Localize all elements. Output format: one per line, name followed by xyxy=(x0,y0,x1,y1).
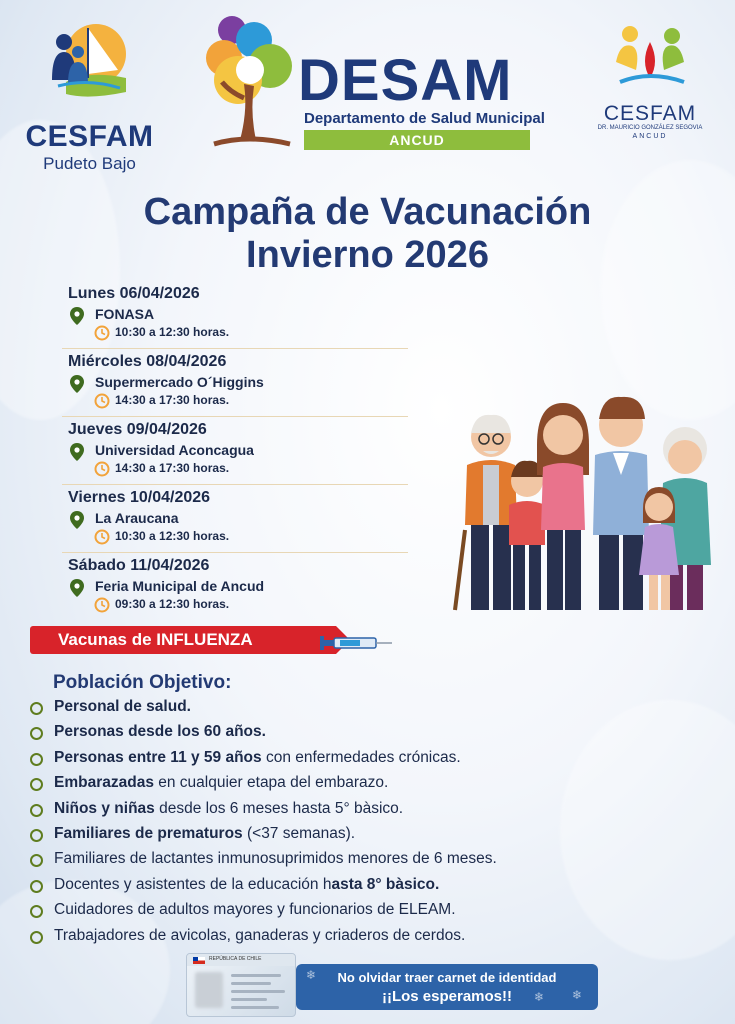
list-item: Personas desde los 60 años. xyxy=(30,723,590,748)
cesfam-ancud-logo xyxy=(596,22,704,142)
target-population-heading: Población Objetivo: xyxy=(53,672,232,693)
cesfam-ancud-tagline: DR. MAURICIO GONZÁLEZ SEGOVIA xyxy=(597,125,703,131)
schedule-item xyxy=(62,485,408,553)
snowflake-icon: ❄ xyxy=(534,990,545,1004)
cesfam-family-icon xyxy=(48,22,128,102)
mother-figure xyxy=(537,403,589,610)
list-item: Cuidadores de adultos mayores y funcionarios de ELEAM. xyxy=(30,901,590,926)
desam-title: DESAM xyxy=(298,48,513,113)
schedule-item xyxy=(62,417,408,485)
schedule-time: 09:30 a 12:30 horas. xyxy=(115,597,230,611)
target-population-list xyxy=(30,698,590,952)
schedule-time: 10:30 a 12:30 horas. xyxy=(115,529,230,543)
schedule-date: Lunes 06/04/2026 xyxy=(68,285,200,302)
schedule-list xyxy=(62,281,408,621)
boy-figure xyxy=(509,461,545,610)
grandpa-figure xyxy=(455,415,517,610)
clock-icon xyxy=(94,461,110,477)
schedule-item xyxy=(62,553,408,621)
cesfam-ancud-icon xyxy=(610,22,690,94)
bullet-icon xyxy=(30,702,43,715)
cesfam-ancud-name: CESFAM xyxy=(603,102,697,125)
list-item: Niños y niñas desde los 6 meses hasta 5° bàsico. xyxy=(30,800,590,825)
cesfam-ancud-city: ANCUD xyxy=(632,133,668,140)
schedule-time: 14:30 a 17:30 horas. xyxy=(115,461,230,475)
desam-department: Departamento de Salud Municipal xyxy=(304,110,545,127)
welcome-text: ¡¡Los esperamos!! xyxy=(381,988,513,1005)
location-pin-icon xyxy=(70,443,84,461)
tree-icon xyxy=(204,14,300,152)
clock-icon xyxy=(94,529,110,545)
schedule-place: La Araucana xyxy=(95,510,179,526)
campaign-subtitle: Invierno 2026 xyxy=(246,234,489,276)
bullet-icon xyxy=(30,727,43,740)
syringe-icon xyxy=(316,628,396,658)
father-figure xyxy=(593,397,649,610)
id-card-image xyxy=(186,953,296,1017)
list-item: Personas entre 11 y 59 años con enfermedades crónicas. xyxy=(30,749,590,774)
schedule-place: Supermercado O´Higgins xyxy=(95,374,264,390)
cesfam-logo-subtitle: Pudeto Bajo xyxy=(43,154,136,173)
location-pin-icon xyxy=(70,307,84,325)
bullet-icon xyxy=(30,753,43,766)
desam-logo xyxy=(200,14,545,154)
schedule-date: Sábado 11/04/2026 xyxy=(68,557,210,574)
cesfam-pudeto-logo xyxy=(22,22,157,173)
schedule-time: 14:30 a 17:30 horas. xyxy=(115,393,230,407)
location-pin-icon xyxy=(70,579,84,597)
list-item: Familiares de lactantes inmunosuprimidos menores de 6 meses. xyxy=(30,850,590,875)
list-item: Trabajadores de avicolas, ganaderas y criaderos de cerdos. xyxy=(30,927,590,952)
bullet-icon xyxy=(30,804,43,817)
location-pin-icon xyxy=(70,511,84,529)
schedule-place: Universidad Aconcagua xyxy=(95,442,254,458)
list-item: Familiares de prematuros (<37 semanas). xyxy=(30,825,590,850)
schedule-item xyxy=(62,281,408,349)
snowflake-icon: ❄ xyxy=(306,968,317,982)
desam-city-bar: ANCUD xyxy=(304,130,530,150)
bullet-icon xyxy=(30,778,43,791)
schedule-place: FONASA xyxy=(95,306,155,322)
cesfam-logo-name: CESFAM xyxy=(25,120,154,153)
list-item: Docentes y asistentes de la educación hasta 8° bàsico. xyxy=(30,876,590,901)
clock-icon xyxy=(94,393,110,409)
campaign-title: Campaña de Vacunación xyxy=(143,191,592,233)
schedule-date: Jueves 09/04/2026 xyxy=(68,421,207,438)
bullet-icon xyxy=(30,854,43,867)
ribbon-label: Vacunas de INFLUENZA xyxy=(58,630,253,649)
clock-icon xyxy=(94,597,110,613)
bullet-icon xyxy=(30,880,43,893)
bullet-icon xyxy=(30,905,43,918)
reminder-text: No olvidar traer carnet de identidad xyxy=(337,970,557,985)
schedule-date: Viernes 10/04/2026 xyxy=(68,489,211,506)
bullet-icon xyxy=(30,931,43,944)
reminder-banner xyxy=(296,964,598,1010)
schedule-item xyxy=(62,349,408,417)
family-illustration xyxy=(445,385,725,620)
influenza-ribbon xyxy=(30,626,336,654)
list-item: Embarazadas en cualquier etapa del embarazo. xyxy=(30,774,590,799)
bullet-icon xyxy=(30,829,43,842)
id-photo xyxy=(195,972,223,1008)
schedule-date: Miércoles 08/04/2026 xyxy=(68,353,227,370)
snowflake-icon: ❄ xyxy=(572,988,583,1002)
list-item: Personal de salud. xyxy=(30,698,590,723)
location-pin-icon xyxy=(70,375,84,393)
id-card-header: REPÚBLICA DE CHILE xyxy=(209,956,262,962)
schedule-place: Feria Municipal de Ancud xyxy=(95,578,265,594)
clock-icon xyxy=(94,325,110,341)
schedule-time: 10:30 a 12:30 horas. xyxy=(115,325,230,339)
